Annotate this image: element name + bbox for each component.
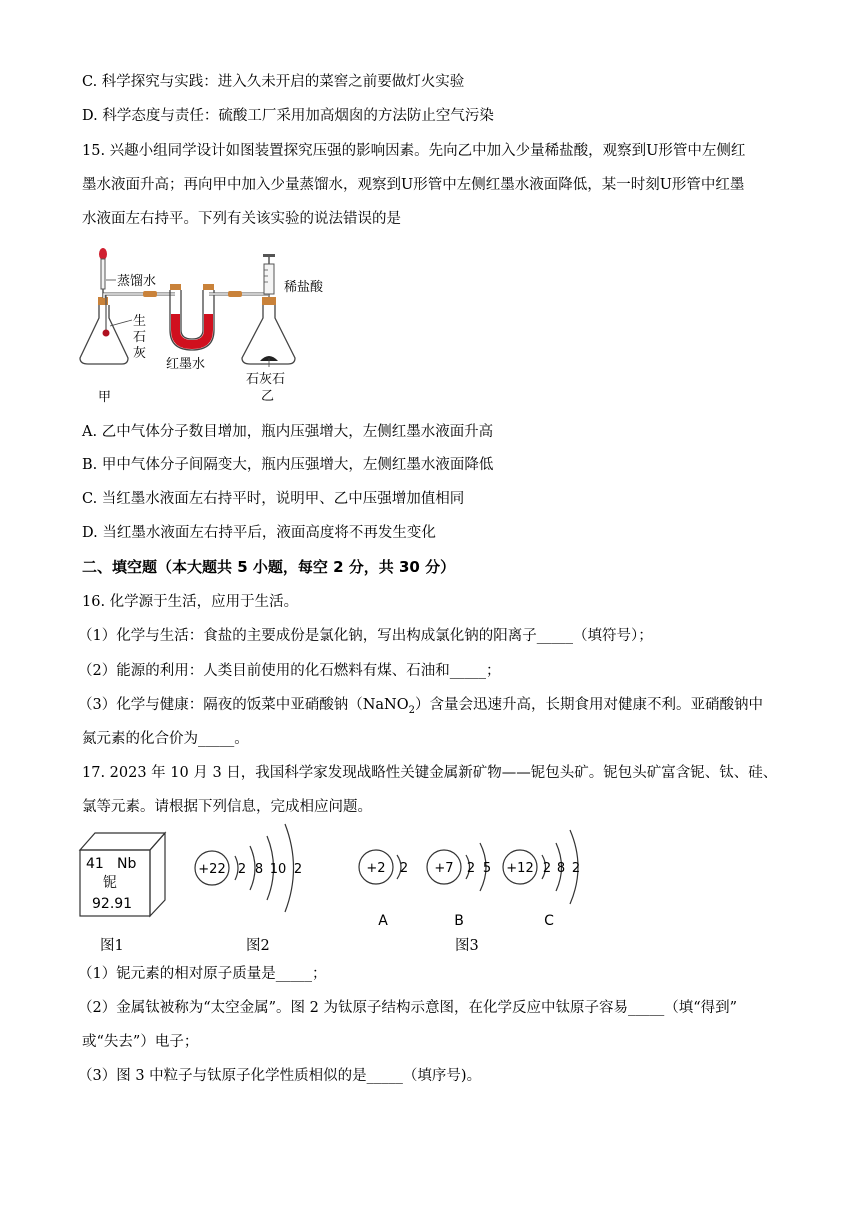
fig1-caption: 图1 — [100, 938, 124, 954]
atom-nucleus: +2 — [366, 861, 386, 876]
section2-title: 二、填空题（本大题共 5 小题，每空 2 分，共 30 分） — [82, 558, 456, 576]
q16-part2: （2）能源的利用：人类目前使用的化石燃料有煤、石油和_____； — [78, 663, 501, 679]
fig3-atom-b — [424, 833, 504, 933]
label-quicklime-1: 生 — [133, 314, 147, 329]
label-jia: 甲 — [98, 390, 112, 405]
fig2-titanium-atom — [190, 818, 310, 918]
q16-stem: 16. 化学源于生活，应用于生活。 — [82, 594, 299, 610]
label-quicklime-2: 石 — [133, 330, 147, 345]
shell-electrons: 2 — [293, 862, 303, 877]
fig2-caption: 图2 — [246, 938, 270, 954]
atom-nucleus: +22 — [198, 862, 226, 877]
element-name: 铌 — [103, 875, 117, 891]
syringe-icon — [263, 254, 275, 304]
fig3-atom-a — [352, 843, 422, 933]
q17-part1: （1）铌元素的相对原子质量是_____； — [78, 966, 327, 982]
q14-option-c: C. 科学探究与实践：进入久未开启的菜窖之前要做灯火实验 — [82, 74, 465, 90]
shell-electrons: 2 — [571, 861, 581, 876]
flask-jia — [80, 295, 128, 364]
q15-stem-line1: 15. 兴趣小组同学设计如图装置探究压强的影响因素。先向乙中加入少量稀盐酸，观察到U形管中左侧红 — [82, 143, 746, 159]
q17-stem-line2: 氯等元素。请根据下列信息，完成相应问题。 — [82, 799, 372, 815]
q14-option-d: D. 科学态度与责任：硫酸工厂采用加高烟囱的方法防止空气污染 — [82, 108, 494, 124]
label-dilute-hcl: 稀盐酸 — [284, 280, 324, 295]
atom-label: C — [544, 913, 554, 929]
q16-part3: （3）化学与健康：隔夜的饭菜中亚硝酸钠（NaNO$_2$）含量会迅速升高，长期食用对健康不利。亚硝酸钠中 — [78, 697, 764, 716]
atom-label: A — [378, 913, 388, 929]
fig3-caption: 图3 — [455, 938, 479, 954]
q17-stem-line1: 17. 2023 年 10 月 3 日，我国科学家发现战略性关键金属新矿物——铌包头矿。铌包头矿富含铌、钛、硅、 — [82, 765, 778, 781]
label-red-ink: 红墨水 — [166, 357, 206, 372]
q16-part3-line2: 氮元素的化合价为_____。 — [82, 731, 249, 747]
q17-part2-line1: （2）金属钛被称为“太空金属”。图 2 为钛原子结构示意图，在化学反应中钛原子容易_____（填“得到” — [78, 1000, 738, 1016]
fig1-element-cell — [70, 825, 180, 925]
atom-label: B — [454, 913, 464, 929]
q15-option-b: B. 甲中气体分子间隔变大，瓶内压强增大，左侧红墨水液面降低 — [82, 457, 494, 473]
element-symbol: Nb — [117, 856, 137, 872]
shell-electrons: 5 — [482, 861, 492, 876]
shell-electrons: 8 — [556, 861, 566, 876]
atom-nucleus: +7 — [434, 861, 454, 876]
fig3-atom-c — [500, 822, 600, 932]
atom-nucleus: +12 — [506, 861, 534, 876]
q17-part3: （3）图 3 中粒子与钛原子化学性质相似的是_____（填序号)。 — [78, 1068, 482, 1084]
q15-option-a: A. 乙中气体分子数目增加，瓶内压强增大，左侧红墨水液面升高 — [82, 424, 494, 440]
label-limestone: 石灰石 — [246, 372, 286, 387]
q15-apparatus-figure — [70, 240, 350, 410]
label-distilled-water: 蒸馏水 — [117, 274, 157, 289]
q17-part2-line2: 或“失去”）电子； — [82, 1034, 199, 1050]
element-number: 41 — [86, 856, 104, 872]
q16-part1: （1）化学与生活：食盐的主要成份是氯化钠，写出构成氯化钠的阳离子_____（填符号）； — [78, 628, 653, 644]
flask-yi — [242, 297, 295, 364]
q15-stem-line2: 墨水液面升高；再向甲中加入少量蒸馏水，观察到U形管中左侧红墨水液面降低，某一时刻U形管中红墨 — [82, 177, 745, 193]
q15-option-c: C. 当红墨水液面左右持平时，说明甲、乙中压强增加值相同 — [82, 491, 465, 507]
shell-electrons: 2 — [399, 861, 409, 876]
shell-electrons: 2 — [542, 861, 552, 876]
shell-electrons: 10 — [269, 862, 287, 877]
shell-electrons: 2 — [237, 862, 247, 877]
shell-electrons: 2 — [466, 861, 476, 876]
shell-electrons: 8 — [254, 862, 264, 877]
q15-stem-line3: 水液面左右持平。下列有关该实验的说法错误的是 — [82, 211, 401, 227]
label-yi: 乙 — [261, 389, 275, 404]
q15-option-d: D. 当红墨水液面左右持平后，液面高度将不再发生变化 — [82, 525, 436, 541]
element-mass: 92.91 — [92, 896, 133, 912]
label-quicklime-3: 灰 — [133, 346, 147, 361]
u-tube — [170, 284, 214, 350]
